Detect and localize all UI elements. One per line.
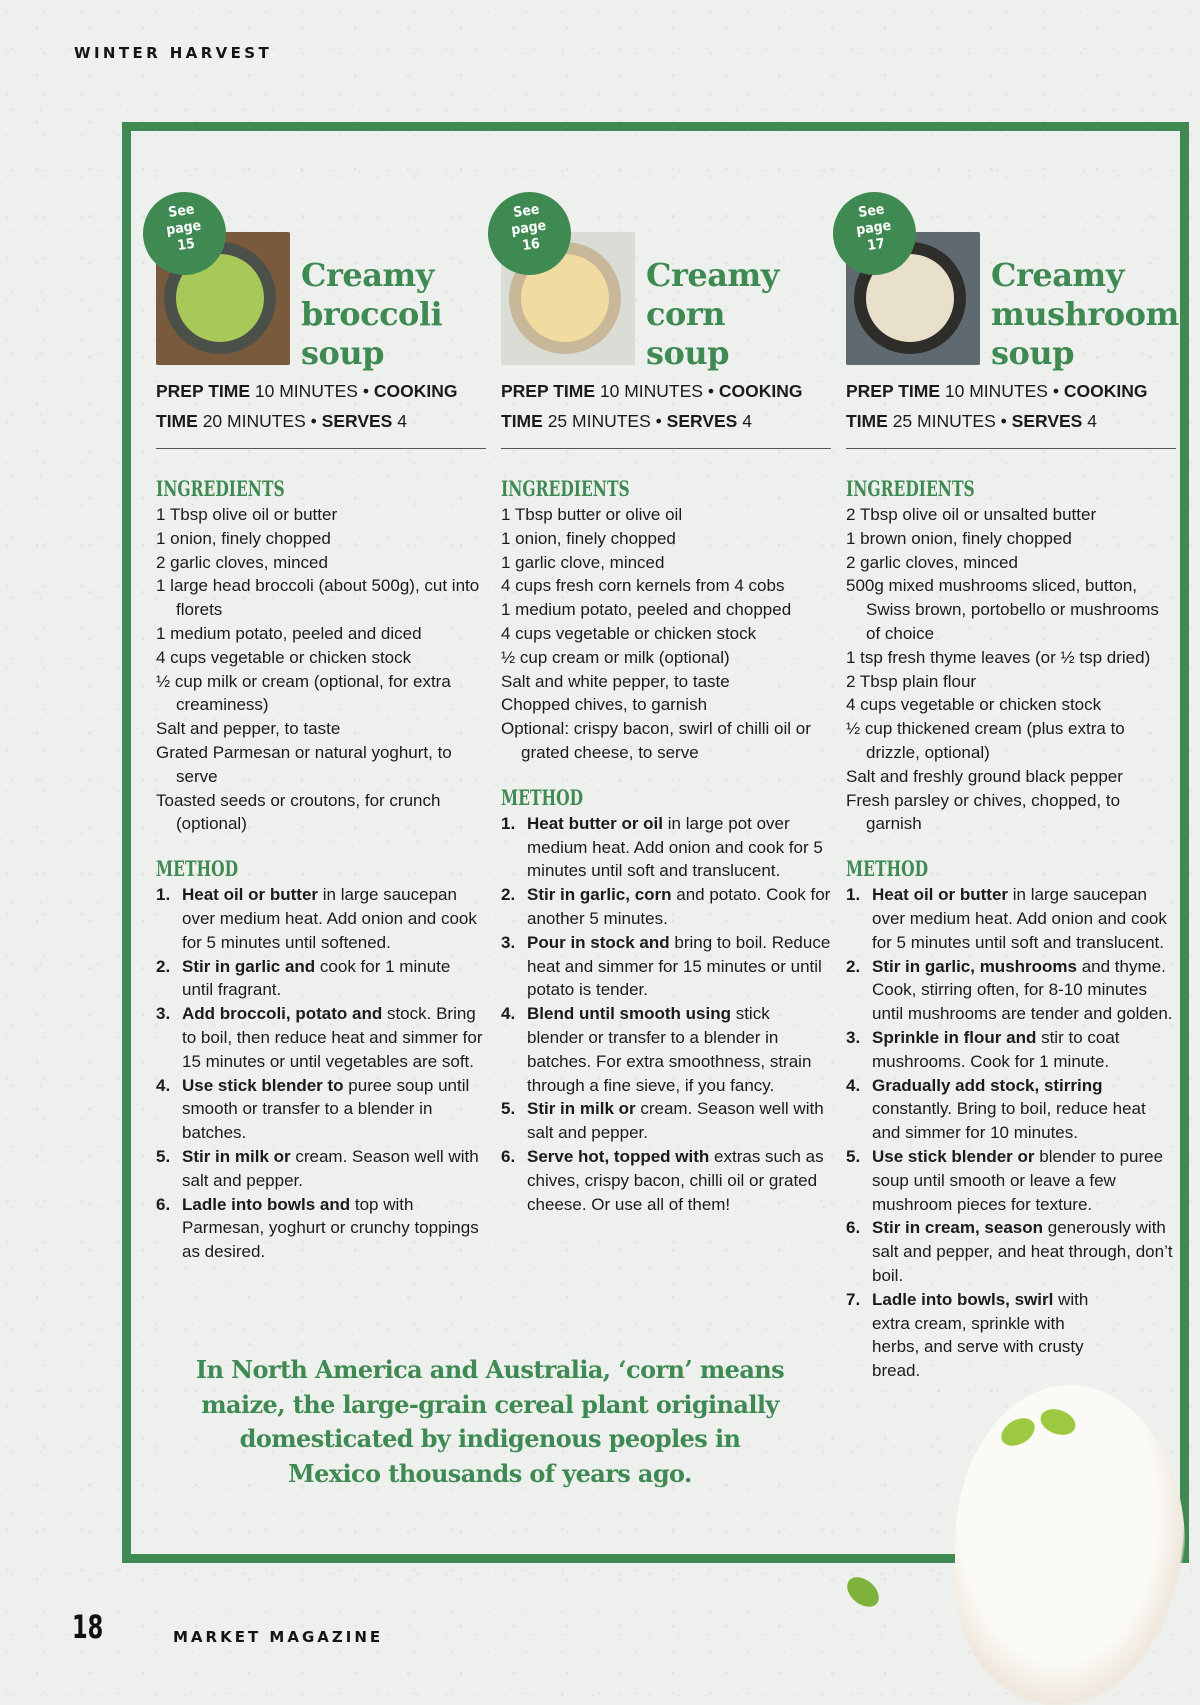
method-step xyxy=(156,1193,486,1264)
step-number: 3. xyxy=(156,1004,171,1024)
step-lead: Heat oil or butter xyxy=(182,885,319,905)
step-lead: Use stick blender or xyxy=(872,1146,1035,1166)
step-number: 1. xyxy=(156,885,171,905)
step-text: extras such as chives, crispy bacon, chilli oil or grated cheese. Or use all of them! xyxy=(527,1146,824,1214)
recipe-meta: PREP TIME 10 MINUTES • COOKING TIME 20 MINUTES • SERVES 4 xyxy=(156,376,486,449)
method-step xyxy=(501,1145,831,1216)
method-step xyxy=(501,883,831,931)
recipe-title: Creamy broccoli soup xyxy=(301,256,443,372)
step-text: top with Parmesan, yoghurt or crunchy toppings as desired. xyxy=(182,1194,479,1262)
step-lead: Ladle into bowls and xyxy=(182,1194,351,1214)
method-heading: METHOD xyxy=(156,856,239,882)
ingredients-list xyxy=(501,503,831,765)
section-label: WINTER HARVEST xyxy=(74,44,273,62)
ingredient-item: 500g mixed mushrooms sliced, button, Swiss brown, portobello or mushrooms of choice xyxy=(846,576,1159,643)
step-number: 2. xyxy=(156,956,171,976)
recipe-column-broccoli-soup xyxy=(156,176,486,1264)
ingredient-item: Fresh parsley or chives, chopped, to garnish xyxy=(846,790,1121,834)
step-number: 4. xyxy=(156,1075,171,1095)
step-lead: Blend until smooth using xyxy=(527,1004,731,1024)
ingredient-item: 4 cups vegetable or chicken stock xyxy=(846,695,1102,715)
step-lead: Stir in garlic and xyxy=(182,956,316,976)
step-text: bring to boil. Reduce heat and simmer for 15 minutes or until potato is tender. xyxy=(527,932,831,1000)
method-step xyxy=(501,1002,831,1097)
recipe-hero xyxy=(846,176,1179,372)
magazine-name: MARKET MAGAZINE xyxy=(173,1628,384,1646)
step-lead: Serve hot, topped with xyxy=(527,1146,710,1166)
method-step xyxy=(846,1288,1102,1383)
method-step xyxy=(846,955,1176,1026)
recipe-meta: PREP TIME 10 MINUTES • COOKING TIME 25 MINUTES • SERVES 4 xyxy=(501,376,831,449)
ingredient-item: 1 Tbsp butter or olive oil xyxy=(501,505,683,524)
step-number: 3. xyxy=(846,1027,861,1047)
method-step xyxy=(846,1026,1176,1074)
step-lead: Pour in stock and xyxy=(527,932,670,952)
method-list xyxy=(846,883,1176,1383)
ingredient-item: 1 tsp fresh thyme leaves (or ½ tsp dried) xyxy=(846,647,1151,667)
step-text: blender to puree soup until smooth or leave a few mushroom pieces for texture. xyxy=(872,1146,1164,1214)
step-number: 5. xyxy=(846,1146,861,1166)
ingredients-heading: INGREDIENTS xyxy=(501,476,630,501)
ingredient-item: Chopped chives, to garnish xyxy=(501,695,708,715)
step-text: in large saucepan over medium heat. Add onion and cook for 5 minutes until softened. xyxy=(182,885,477,952)
see-page-badge[interactable]: See page 15 xyxy=(138,187,232,281)
step-text: cook for 1 minute until fragrant. xyxy=(182,956,451,1000)
ingredient-item: Grated Parmesan or natural yoghurt, to serve xyxy=(156,742,452,786)
ingredient-item: 1 large head broccoli (about 500g), cut into florets xyxy=(156,576,480,620)
ingredient-item: 1 brown onion, finely chopped xyxy=(846,528,1072,548)
ingredients-list xyxy=(156,503,486,836)
method-step xyxy=(846,1074,1176,1145)
step-number: 6. xyxy=(501,1146,516,1166)
step-lead: Stir in cream, season xyxy=(872,1218,1044,1238)
step-lead: Gradually add stock, stirring xyxy=(872,1075,1103,1095)
step-lead: Stir in milk or xyxy=(527,1099,636,1119)
step-text: in large saucepan over medium heat. Add onion and cook for 5 minutes until soft and translucent. xyxy=(872,885,1167,952)
step-number: 3. xyxy=(501,932,516,952)
step-number: 2. xyxy=(846,956,861,976)
step-text: and potato. Cook for another 5 minutes. xyxy=(527,885,831,928)
step-number: 6. xyxy=(846,1218,861,1238)
step-number: 2. xyxy=(501,885,516,905)
method-step xyxy=(156,1145,486,1193)
ingredient-item: ½ cup cream or milk (optional) xyxy=(501,647,730,667)
method-list xyxy=(156,883,486,1264)
ingredient-item: 2 Tbsp plain flour xyxy=(846,671,977,691)
ingredient-item: 2 garlic cloves, minced xyxy=(846,552,1018,572)
ingredients-heading: INGREDIENTS xyxy=(156,476,285,501)
step-number: 5. xyxy=(501,1099,516,1119)
step-number: 6. xyxy=(156,1194,171,1214)
ingredients-heading: INGREDIENTS xyxy=(846,476,975,501)
step-text: generously with salt and pepper, and heat through, don’t boil. xyxy=(872,1218,1173,1285)
step-text: in large pot over medium heat. Add onion and cook for 5 minutes until soft and translucent. xyxy=(527,813,823,881)
step-text: cream. Season well with salt and pepper. xyxy=(527,1099,824,1143)
recipe-title: Creamy corn soup xyxy=(646,256,779,372)
ingredient-item: Toasted seeds or croutons, for crunch (optional) xyxy=(156,790,441,834)
ingredient-item: ½ cup thickened cream (plus extra to drizzle, optional) xyxy=(846,719,1125,762)
ingredient-item: Salt and freshly ground black pepper xyxy=(846,766,1123,786)
step-lead: Add broccoli, potato and xyxy=(182,1004,383,1024)
ingredient-item: 4 cups vegetable or chicken stock xyxy=(501,623,757,643)
step-lead: Stir in garlic, mushrooms xyxy=(872,956,1077,976)
ingredient-item: 1 onion, finely chopped xyxy=(501,528,676,548)
page-number: 18 xyxy=(72,1608,104,1646)
ingredient-item: 1 medium potato, peeled and diced xyxy=(156,623,422,643)
step-number: 1. xyxy=(846,885,861,905)
step-text: stick blender or transfer to a blender in batches. For extra smoothness, strain through a fine sieve, if you fancy. xyxy=(527,1004,812,1095)
ingredient-item: 1 Tbsp olive oil or butter xyxy=(156,505,338,524)
pull-quote: In North America and Australia, ‘corn’ means maize, the large-grain cereal plant originally domesticated by indigenous peoples in Mexico thousands of years ago. xyxy=(195,1355,785,1488)
step-text: stock. Bring to boil, then reduce heat and simmer for 15 minutes or until vegetables are soft. xyxy=(182,1004,483,1071)
method-step xyxy=(846,883,1176,954)
method-heading: METHOD xyxy=(846,856,929,882)
method-step xyxy=(156,955,486,1003)
ingredient-item: 1 medium potato, peeled and chopped xyxy=(501,600,792,620)
step-text: cream. Season well with salt and pepper. xyxy=(182,1146,479,1190)
see-page-badge[interactable]: See page 17 xyxy=(828,187,922,281)
method-step xyxy=(501,812,831,883)
step-number: 1. xyxy=(501,813,516,833)
step-number: 4. xyxy=(846,1075,861,1095)
see-page-badge[interactable]: See page 16 xyxy=(483,187,577,281)
method-step xyxy=(501,1097,831,1145)
method-step xyxy=(156,883,486,954)
step-number: 5. xyxy=(156,1146,171,1166)
method-list xyxy=(501,812,831,1217)
ingredient-item: 1 garlic clove, minced xyxy=(501,552,665,572)
step-lead: Stir in milk or xyxy=(182,1146,291,1166)
ingredient-item: 2 Tbsp olive oil or unsalted butter xyxy=(846,505,1097,524)
method-step xyxy=(156,1002,486,1073)
step-lead: Heat butter or oil xyxy=(527,813,664,833)
method-step xyxy=(501,931,831,1002)
method-heading: METHOD xyxy=(501,784,584,810)
ingredient-item: 1 onion, finely chopped xyxy=(156,528,331,548)
recipe-meta: PREP TIME 10 MINUTES • COOKING TIME 25 MINUTES • SERVES 4 xyxy=(846,376,1176,449)
step-text: puree soup until smooth or transfer to a blender in batches. xyxy=(182,1075,470,1143)
ingredient-item: Optional: crispy bacon, swirl of chilli oil or grated cheese, to serve xyxy=(501,719,811,762)
ingredients-list xyxy=(846,503,1176,836)
method-step xyxy=(156,1074,486,1145)
step-lead: Ladle into bowls, swirl xyxy=(872,1289,1054,1309)
step-lead: Heat oil or butter xyxy=(872,885,1009,905)
step-lead: Sprinkle in flour and xyxy=(872,1027,1037,1047)
recipe-column-corn-soup xyxy=(501,176,831,1216)
ingredient-item: Salt and white pepper, to taste xyxy=(501,671,730,691)
step-number: 7. xyxy=(846,1289,861,1309)
step-text: with extra cream, sprinkle with herbs, and serve with crusty bread. xyxy=(872,1289,1089,1381)
recipe-hero xyxy=(501,176,831,372)
recipe-column-mushroom-soup xyxy=(846,176,1179,1383)
step-text: and thyme. Cook, stirring often, for 8-10 minutes until mushrooms are tender and golden. xyxy=(872,956,1173,1024)
ingredient-item: Salt and pepper, to taste xyxy=(156,719,341,739)
recipe-title: Creamy mushroom soup xyxy=(991,256,1179,372)
ingredient-item: 4 cups vegetable or chicken stock xyxy=(156,647,412,667)
ingredient-item: 4 cups fresh corn kernels from 4 cobs xyxy=(501,576,785,596)
step-text: stir to coat mushrooms. Cook for 1 minute. xyxy=(872,1027,1120,1071)
ingredient-item: ½ cup milk or cream (optional, for extra creaminess) xyxy=(156,671,451,715)
method-step xyxy=(846,1216,1176,1287)
step-lead: Stir in garlic, corn xyxy=(527,885,672,905)
step-number: 4. xyxy=(501,1004,516,1024)
ingredient-item: 2 garlic cloves, minced xyxy=(156,552,328,572)
step-text: constantly. Bring to boil, reduce heat and simmer for 10 minutes. xyxy=(872,1099,1146,1143)
recipe-hero xyxy=(156,176,486,372)
sprout-decoration xyxy=(841,1571,884,1613)
method-step xyxy=(846,1145,1176,1216)
step-lead: Use stick blender to xyxy=(182,1075,344,1095)
